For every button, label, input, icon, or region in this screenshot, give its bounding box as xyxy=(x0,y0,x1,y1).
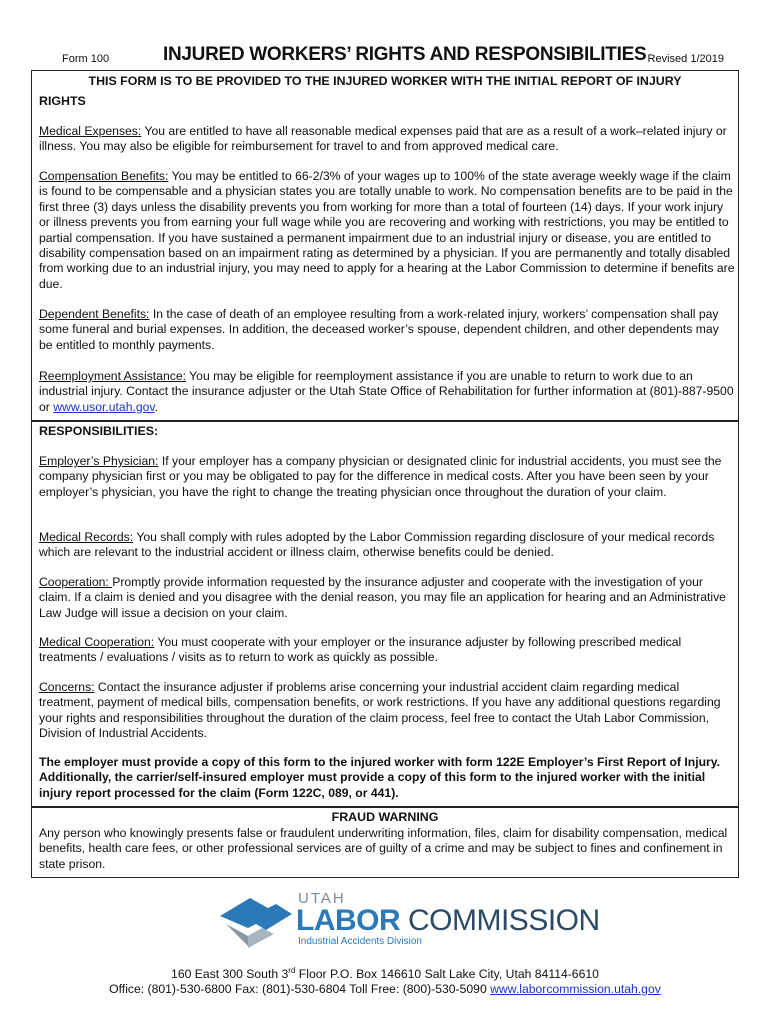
fraud-warning-text: Any person who knowingly presents false or fraudulent underwriting information, files, claim for disability compensation, medical benefits, health care fees, or other professional services are of guilty of a crime and may be subject to fines and confinement in state prison. xyxy=(39,826,728,871)
form-number: Form 100 xyxy=(62,53,110,65)
responsibilities-section xyxy=(31,420,739,808)
revision-date: Revised 1/2019 xyxy=(647,53,724,65)
rights-dependent-benefits xyxy=(39,307,735,353)
state-outline-icon xyxy=(218,890,294,950)
document-title: INJURED WORKERS’ RIGHTS AND RESPONSIBILITIES xyxy=(163,44,647,65)
resp-cooperation xyxy=(39,575,735,621)
item-label: Medical Cooperation: xyxy=(39,635,155,649)
footer-address: 160 East 300 South 3rd Floor P.O. Box 146610 Salt Lake City, Utah 84114-6610 xyxy=(171,966,599,982)
item-text: You may be entitled to 66-2/3% of your wages up to 100% of the state average weekly wage if the claim is found to be compensable and a physician states you are totally unable to work. No compensation benefits are to be paid in the first three (3) days unless the disability prevents you from working for more than a total of fourteen (14) days. If your work injury or illness prevents you from earning your full wage while you are recovering and working with restrictions, you may be entitled to partial compensation. If you have sustained a permanent impairment due to an industrial injury or disease, you are entitled to disability compensation based on an impairment rating as determined by a physician. If you are permanently and totally disabled from working due to an industrial injury, you may need to apply for a hearing at the Labor Commission to determine if benefits are due. xyxy=(39,169,735,291)
resp-medical-cooperation xyxy=(39,635,735,666)
rights-heading: RIGHTS xyxy=(39,94,86,108)
item-label: Medical Records: xyxy=(39,530,134,544)
rights-compensation-benefits xyxy=(39,169,735,292)
item-text: You may be eligible for reemployment assistance if you are unable to return to work due to an industrial injury. Contact the insurance adjuster or the Utah State Office of Rehabilitation for further information at (801)-887-9500 or xyxy=(39,369,734,414)
provide-notice: THIS FORM IS TO BE PROVIDED TO THE INJURED WORKER WITH THE INITIAL REPORT OF INJURY xyxy=(88,74,682,88)
logo-agency-name: LABOR COMMISSION xyxy=(296,904,600,937)
footer-contact: Office: (801)-530-6800 Fax: (801)-530-6804 Toll Free: (800)-530-5090 www.laborcommission.utah.gov xyxy=(109,982,661,996)
form-header xyxy=(38,44,738,70)
item-text: In the case of death of an employee resulting from a work-related injury, workers’ compensation shall pay some funeral and burial expenses. In addition, the deceased worker’s spouse, dependent children, and other dependents may be entitled to monthly payments. xyxy=(39,307,719,352)
item-label: Medical Expenses: xyxy=(39,124,142,138)
logo-division-text: Industrial Accidents Division xyxy=(298,936,422,947)
item-text: If your employer has a company physician or designated clinic for industrial accidents, you must see the company physician first or you may be obligated to pay for the difference in medical costs. After you have been seen by your employer’s physician, you have the right to change the treating physician once throughout the duration of your claim. xyxy=(39,454,722,499)
fraud-warning-section xyxy=(31,806,739,878)
item-label: Concerns: xyxy=(39,680,95,694)
logo-utah-text: UTAH xyxy=(298,890,346,907)
item-label: Compensation Benefits: xyxy=(39,169,169,183)
rights-section xyxy=(31,70,739,422)
labor-commission-logo xyxy=(218,890,600,950)
resp-employers-physician xyxy=(39,454,735,500)
rights-reemployment-assistance xyxy=(39,369,735,415)
resp-concerns xyxy=(39,680,735,742)
website-link[interactable]: www.laborcommission.utah.gov xyxy=(490,982,661,996)
rights-medical-expenses xyxy=(39,124,735,155)
item-text: You must cooperate with your employer or the insurance adjuster by following prescribed medical treatments / evaluations / visits as to return to work as quickly as possible. xyxy=(39,635,682,665)
item-text-end: . xyxy=(154,399,159,414)
item-text: You shall comply with rules adopted by the Labor Commission regarding disclosure of your medical records which are relevant to the industrial accident or illness claim, otherwise benefits could be denied. xyxy=(39,530,715,560)
fraud-warning-heading: FRAUD WARNING xyxy=(331,810,439,824)
item-text: Contact the insurance adjuster if problems arise concerning your industrial accident claim regarding medical treatment, payment of medical bills, compensation benefits, or work restrictions. If you have any additional questions regarding your rights and responsibilities throughout the duration of the claim process, feel free to contact the Utah Labor Commission, Division of Industrial Accidents. xyxy=(39,680,721,741)
item-label: Dependent Benefits: xyxy=(39,307,150,321)
resp-medical-records xyxy=(39,530,735,561)
item-text: Promptly provide information requested by the insurance adjuster and cooperate with the investigation of your claim. If a claim is denied and you disagree with the denial reason, you may file an application for hearing and an Administrative Law Judge will issue a decision on your claim. xyxy=(39,575,726,620)
item-text: You are entitled to have all reasonable medical expenses paid that are as a result of a work–related injury or illness. You may also be eligible for reimbursement for travel to and from approved medical care. xyxy=(39,124,727,154)
item-label: Employer’s Physician: xyxy=(39,454,159,468)
responsibilities-heading: RESPONSIBILITIES: xyxy=(39,424,159,438)
usor-link[interactable]: www.usor.utah.gov xyxy=(53,399,155,414)
item-label: Reemployment Assistance: xyxy=(39,369,186,383)
employer-obligation-note: The employer must provide a copy of this form to the injured worker with form 122E Employer’s First Report of Injury. Additionally, the carrier/self-insured employer must provide a copy of this form to the injured worker with the initial injury report processed for the claim (Form 122C, 089, or 441). xyxy=(39,755,721,800)
item-label: Cooperation: xyxy=(39,575,113,589)
